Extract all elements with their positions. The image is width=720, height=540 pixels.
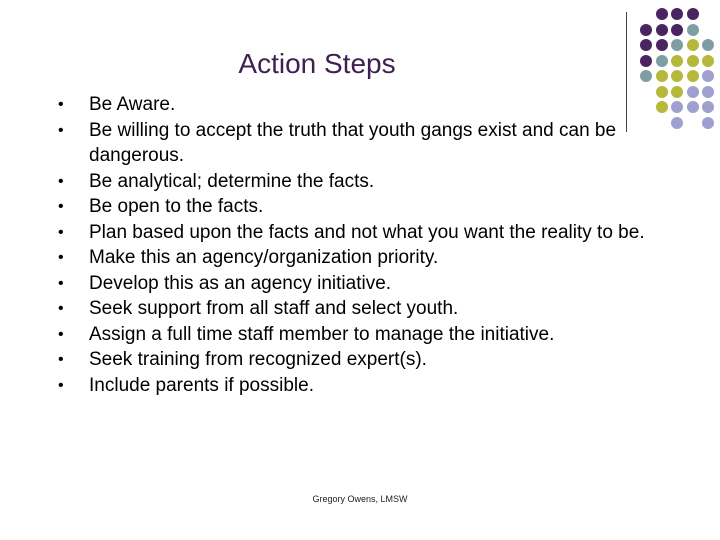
decorative-dot [687,24,699,36]
list-item [58,118,658,169]
bullet-icon: • [58,300,64,317]
bullet-icon: • [58,172,64,190]
bullet-text: Seek training from recognized expert(s). [89,349,427,370]
bullet-list [58,92,658,398]
decorative-dot [687,39,699,51]
decorative-dot [656,70,668,82]
bullet-text: Develop this as an agency initiative. [89,272,392,294]
decorative-dot [671,55,683,67]
bullet-icon: • [58,274,64,292]
decorative-dot [640,24,652,36]
decorative-dot [702,117,714,129]
list-item [58,296,658,322]
list-item [58,194,658,220]
decorative-dot [687,86,699,98]
list-item [58,373,658,399]
bullet-text: Plan based upon the facts and not what you want the reality to be. [89,221,645,243]
bullet-text: Be open to the facts. [89,196,264,217]
list-item [58,322,658,348]
bullet-icon: • [58,249,64,266]
bullet-text: Be willing to accept the truth that youth gangs exist and can be dangerous. [89,119,617,166]
footer-credit: Gregory Owens, LMSW [312,494,408,504]
bullet-text: Be Aware. [89,94,176,115]
bullet-icon: • [58,121,64,139]
bullet-text: Assign a full time staff member to manage the initiative. [89,323,555,345]
decorative-dot [640,70,652,82]
decorative-dot [656,39,668,51]
decorative-dot [671,86,683,98]
decorative-dot [687,70,699,82]
list-item [58,92,658,118]
decorative-dot [640,55,652,67]
decorative-dot [656,55,668,67]
bullet-icon: • [58,376,64,394]
bullet-text: Seek support from all staff and select youth. [89,298,459,319]
decorative-dot [671,70,683,82]
list-item [58,245,658,271]
decorative-dot [671,39,683,51]
list-item [58,347,658,373]
bullet-text: Be analytical; determine the facts. [89,170,375,192]
decorative-dot [687,8,699,20]
list-item [58,271,658,297]
bullet-icon: • [58,325,64,343]
decorative-dot [702,55,714,67]
bullet-icon: • [58,96,64,113]
decorative-dot [656,24,668,36]
decorative-dot [702,86,714,98]
decorative-dot [687,55,699,67]
bullet-icon: • [58,223,64,241]
bullet-text: Make this an agency/organization priority. [89,247,439,268]
bullet-icon: • [58,351,64,368]
bullet-text: Include parents if possible. [89,374,314,396]
slide-title: Action Steps [238,48,396,79]
decorative-dot [671,101,683,113]
decorative-dot [640,39,652,51]
decorative-dot [702,101,714,113]
decorative-dot [687,101,699,113]
list-item [58,169,658,195]
decorative-dot [671,24,683,36]
decorative-dot [702,70,714,82]
bullet-icon: • [58,198,64,215]
decorative-dot [702,39,714,51]
decorative-dot [671,117,683,129]
decorative-dot [671,8,683,20]
list-item [58,220,658,246]
decorative-dot [656,8,668,20]
